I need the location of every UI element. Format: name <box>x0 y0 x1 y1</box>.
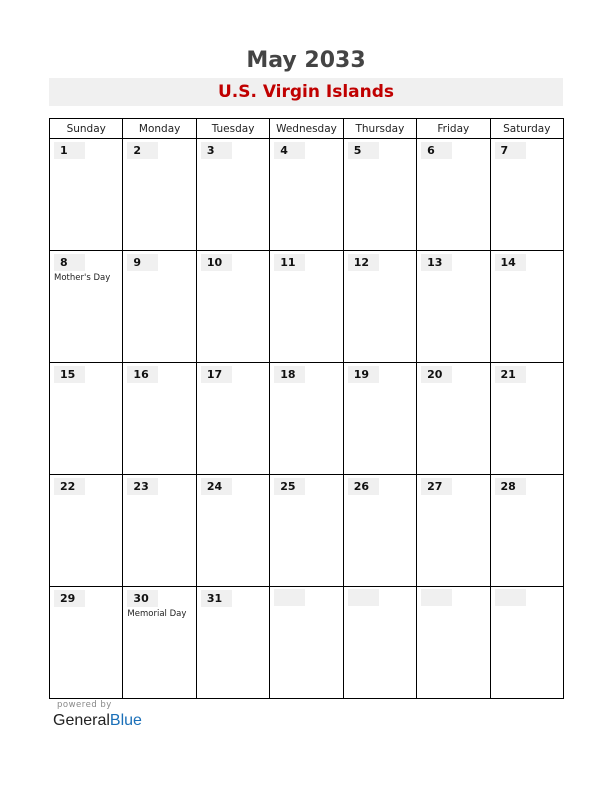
day-cell <box>123 587 196 699</box>
brand-blue-text: Blue <box>109 712 142 729</box>
day-cell <box>196 363 269 475</box>
day-cell <box>123 363 196 475</box>
day-cell <box>123 139 196 251</box>
calendar-title: May 2033 <box>246 48 366 73</box>
week-row <box>50 139 564 251</box>
day-number: 7 <box>495 142 526 159</box>
day-number: 15 <box>54 366 85 383</box>
day-number: 26 <box>348 478 379 495</box>
day-cell <box>196 587 269 699</box>
day-number: 4 <box>274 142 305 159</box>
day-number: 2 <box>127 142 158 159</box>
day-number: 13 <box>421 254 452 271</box>
day-cell <box>490 139 563 251</box>
day-cell <box>270 475 343 587</box>
day-number: 29 <box>54 590 85 607</box>
day-number: 21 <box>495 366 526 383</box>
day-number: 25 <box>274 478 305 495</box>
weekday-header: Saturday <box>490 119 563 139</box>
day-number: 17 <box>201 366 232 383</box>
day-number: 28 <box>495 478 526 495</box>
day-cell <box>417 251 490 363</box>
day-number: 6 <box>421 142 452 159</box>
day-number: 12 <box>348 254 379 271</box>
weekday-header: Tuesday <box>196 119 269 139</box>
day-cell <box>417 475 490 587</box>
generalblue-logo[interactable] <box>53 712 142 730</box>
holiday-label: Mother's Day <box>54 273 111 283</box>
brand-general-text: General <box>53 712 110 729</box>
day-cell <box>417 363 490 475</box>
weekday-header: Sunday <box>50 119 123 139</box>
day-cell <box>50 475 123 587</box>
day-cell <box>50 251 123 363</box>
weekday-header-row <box>50 119 564 139</box>
day-cell <box>50 139 123 251</box>
day-cell <box>343 139 416 251</box>
day-number: 22 <box>54 478 85 495</box>
day-cell <box>343 475 416 587</box>
day-number: 5 <box>348 142 379 159</box>
day-cell <box>490 251 563 363</box>
weekday-header: Thursday <box>343 119 416 139</box>
weekday-header: Monday <box>123 119 196 139</box>
week-row <box>50 475 564 587</box>
day-number: 10 <box>201 254 232 271</box>
day-cell <box>417 139 490 251</box>
weekday-header: Friday <box>417 119 490 139</box>
day-cell <box>50 587 123 699</box>
day-cell <box>196 251 269 363</box>
day-cell <box>417 587 490 699</box>
day-cell <box>123 251 196 363</box>
day-number: 27 <box>421 478 452 495</box>
day-cell <box>196 475 269 587</box>
week-row <box>50 363 564 475</box>
week-row <box>50 251 564 363</box>
day-number: 19 <box>348 366 379 383</box>
day-number: 20 <box>421 366 452 383</box>
day-cell <box>343 363 416 475</box>
day-number: 11 <box>274 254 305 271</box>
day-cell <box>490 475 563 587</box>
day-cell <box>123 475 196 587</box>
day-number <box>421 589 452 606</box>
day-cell <box>270 587 343 699</box>
day-cell <box>343 251 416 363</box>
day-number: 1 <box>54 142 85 159</box>
day-cell <box>196 139 269 251</box>
day-number <box>348 589 379 606</box>
region-name: U.S. Virgin Islands <box>49 78 563 106</box>
day-number: 30 <box>127 590 158 607</box>
day-cell <box>270 139 343 251</box>
day-cell <box>490 363 563 475</box>
powered-by-label: powered by <box>57 700 112 710</box>
day-number: 14 <box>495 254 526 271</box>
day-number: 9 <box>127 254 158 271</box>
day-cell <box>270 363 343 475</box>
day-cell <box>270 251 343 363</box>
holiday-label: Memorial Day <box>127 609 187 619</box>
weekday-header: Wednesday <box>270 119 343 139</box>
calendar-grid <box>49 118 564 699</box>
day-number: 8 <box>54 254 85 271</box>
day-number <box>495 589 526 606</box>
week-row <box>50 587 564 699</box>
day-number: 31 <box>201 590 232 607</box>
day-cell <box>343 587 416 699</box>
day-number: 18 <box>274 366 305 383</box>
day-number: 24 <box>201 478 232 495</box>
day-number: 23 <box>127 478 158 495</box>
day-cell <box>490 587 563 699</box>
day-cell <box>50 363 123 475</box>
day-number <box>274 589 305 606</box>
day-number: 3 <box>201 142 232 159</box>
day-number: 16 <box>127 366 158 383</box>
